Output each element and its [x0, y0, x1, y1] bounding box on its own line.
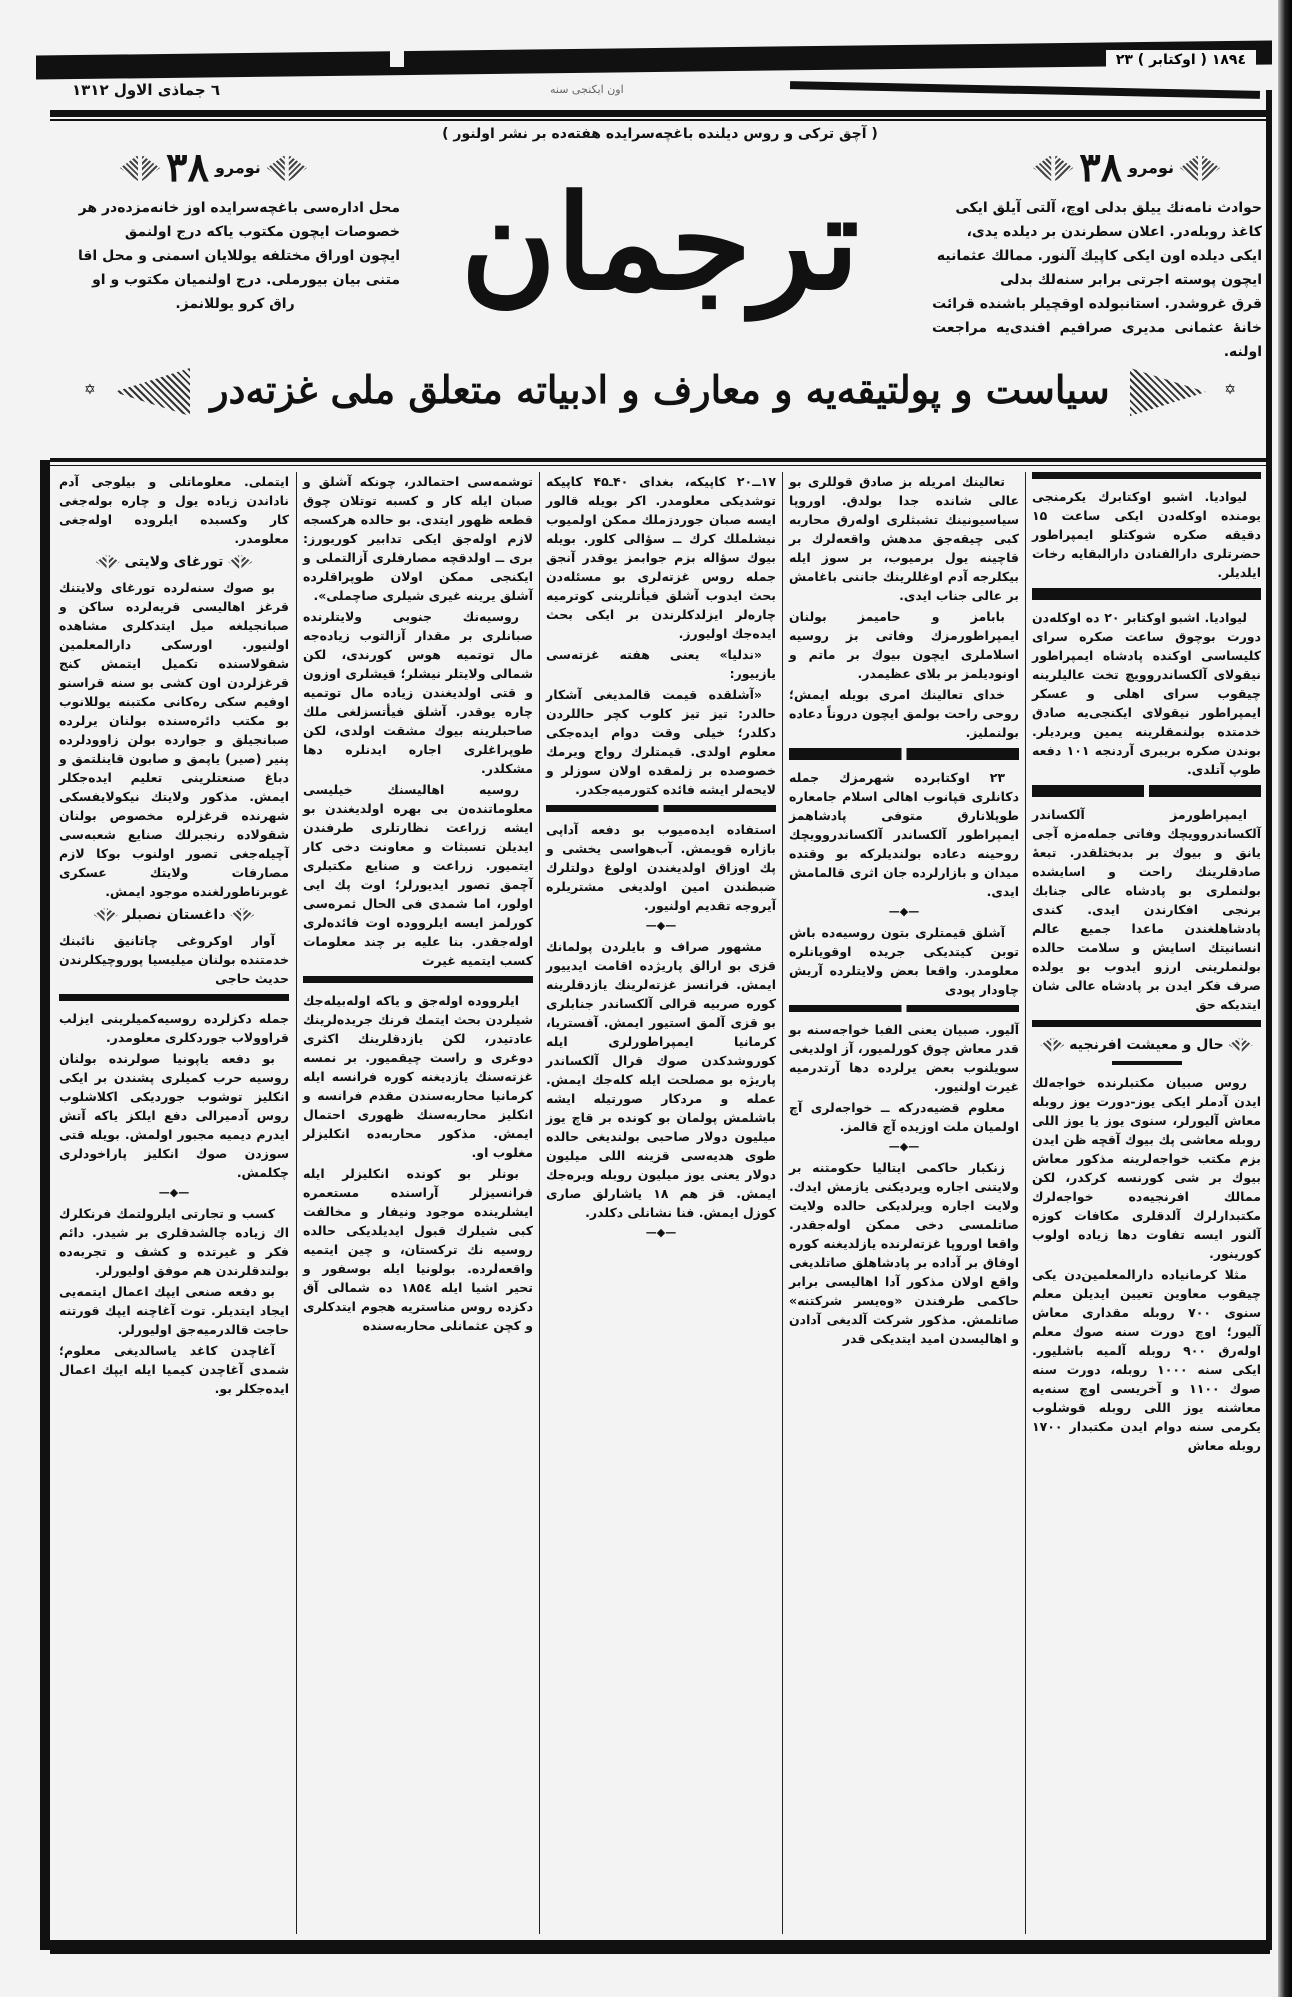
article-paragraph: زنکبار حاکمی ایتالیا حکومتنه بر ولایتنی اجاره ویردیکنی یازمش ایدك. ولایت اجاره ویرلدیکی حالده ولایت صاتلمسی دخی ممکن اوله‌جقدر. واقعا اوروپا غزته‌لرنده یازلدیغنه کوره اوفاق بر آداده بر پادشاهلق صاتلدیغی واقع اولان مذکور آدا اهالیسی برابر حاکمی طرفندن «وه‌یسر شرکتنه» صاتلمش. مذکور شرکت آلدیغی آدادن و اهالیسدن امید ایتدیکی قدر	[789, 1160, 1019, 1346]
diamond-divider-icon: —◆—	[888, 905, 920, 918]
notice-line: محل اداره‌سی باغچه‌سرایده اوز خانه‌مزده‌در هر	[78, 200, 400, 216]
section-title: حال و معیشت افرنجیه	[1069, 1037, 1224, 1053]
section-heading	[1032, 1035, 1261, 1055]
section-heading	[59, 905, 289, 925]
strip-gap	[390, 49, 404, 67]
article-paragraph: «آشلقده قیمت قالمدیغی آشکار حالدر: تیز تیز کلوب کچر حاللردن دکلدر؛ خیلی وقت دوام ایده‌جکی معلوم اولدی. قیمتلرك رواج ویرمك خصوصده بر زلمقده اولان سوزلر و لایحه‌لر ایشه فائده کتورمیه‌جکدر.	[546, 687, 776, 797]
column-bar	[1032, 785, 1261, 797]
column-bar	[789, 748, 1019, 760]
column-bar	[1032, 588, 1261, 600]
section-heading	[59, 552, 289, 572]
article-paragraph: ایلرووده اوله‌جق و یاکه اوله‌بیله‌جك شیلردن بحث ایتمك فرنك جریده‌لرینك عادتیدر، لکن یازدقلرینك اکثری دوغری و راست چیقمیور. بر نمسه غزته‌سنك یازدیغنه کوره فرانسه ایله کرمانیا محاربه‌سندن مقدم فرانسه و انکلیز محاربه‌سنك ظهوری احتمال ایمش. مذکور محاربه‌ده انکلیزلر مغلوب او.	[303, 993, 533, 1160]
masthead	[50, 122, 1270, 458]
article-paragraph: ۲۳ اوکتابرده شهرمزك جمله دکانلری قپانوب اهالی اسلام جامعاره طوپلانارق متوفی پادشاهمز ایمپراطور آلکساندر آلکساندروویچك روحینه دعاده بولندیلرکه بو وقتده میدان و بازارلرده جان اثری قالمامش ایدی.	[789, 770, 1019, 899]
column-rule	[539, 472, 540, 1934]
column-3	[298, 472, 538, 1337]
issue-number-right	[1033, 146, 1220, 190]
column-5	[784, 472, 1024, 1350]
tagline-ornament-left-icon	[80, 362, 190, 422]
article-paragraph: آوار اوکروغی چاتانیق نائبنك خدمتنده بولنان میلیسیا پوروچیکلرندن حدیث حاجی	[59, 933, 289, 986]
tagline-ornament-right-icon	[1130, 362, 1240, 422]
masthead-rule-thin	[50, 465, 1270, 466]
date-band	[50, 76, 1270, 106]
article-paragraph: ایتملی. معلوماتلی و بیلوجی آدم ناداندن زیاده یول و چاره بوله‌جغی کار وکسبده ایلروده اوله‌جغی معلومدر.	[59, 474, 289, 546]
diamond-divider-icon: —◆—	[645, 919, 677, 932]
column-bar	[1032, 1020, 1261, 1027]
office-notice	[70, 196, 400, 316]
tagline: سیاست و پولتیقه‌یه و معارف و ادبیاته متعلق ملی غزته‌در	[210, 367, 1110, 412]
scan-edge	[1278, 0, 1292, 1997]
ornament-icon	[1229, 1038, 1253, 1052]
top-black-strip	[36, 40, 1272, 79]
article-paragraph: روس صبیان مکتبلرنده خواجه‌لك ایدن آدملر ایکی یوز-دورت یوز روبله معاش آلیورلر، سنوی یوز یا یوز اللی روبله معاشی پك بیوك آقچه ظن ایدن بزم مکتب خواجه‌لرینه مذکور معاش بیوك بر شی کورنسه کرکدر، لکن ممالك افرنجیه‌ده خواجه‌لرك مکتبدارلرك آلدقلری مکافات کوزه آلنور ایسه تفاوت دها زیاده اولوب کورینور.	[1032, 1075, 1261, 1261]
newspaper-title: ترجمان	[460, 166, 860, 319]
column-bar	[1032, 472, 1261, 479]
ornament-icon	[94, 908, 118, 922]
date-band-rule	[790, 81, 1260, 99]
notice-line: قرق غروشدر. استانبولده اوقچیلر باشنده قرائت	[932, 296, 1262, 312]
ornament-icon	[1130, 368, 1206, 416]
diamond-divider-icon: —◆—	[158, 1186, 190, 1199]
notice-line: ایکی دیلده اون ایکی کاپیك آلنور. ممالك عثمانیه	[936, 248, 1262, 264]
column-bar	[303, 976, 533, 983]
notice-line: خانهٔ عثمانی مدیری صرافیم افندی‌یه مراجعت اولنه.	[932, 320, 1262, 360]
star-icon: ✡	[1224, 382, 1236, 398]
star-icon: ✡	[84, 382, 96, 398]
article-paragraph: «ندلیا» یعنی هفته غزته‌سی یازییور:	[546, 647, 776, 681]
ornament-icon	[228, 555, 252, 569]
header-rule	[50, 110, 1270, 117]
issue-number-left	[120, 146, 307, 190]
left-border	[40, 460, 50, 1950]
article-paragraph: خدای تعالینك امری بویله ایمش؛ روحی راحت بولمق ایچون دروناً دعاده بولنملیز.	[789, 687, 1019, 740]
article-paragraph: روسیه اهالیسنك خیلیسی معلوماتنده‌ن بی بهره اولدیغندن بو ایشه زراعت نظارتلری طرفندن ایدیلن تسبثات و معاونت دخی کار ایتمیور. زراعت و صنایع مکتبلری آچمق تصور ایدیورلر؛ اوت پك ایی اولور، اما شمدی فی الحال ثمره‌سی کورلمز ایسه ایلرووده اوت فائده‌لری اوله‌جقدر. بنا علیه بر چند معلومات کسب ایتمیه غیرت	[303, 782, 533, 968]
article-paragraph: تعالینك امریله بز صادق قوللری بو عالی شانده جدا بولدق. اوروپا سیاسیونینك تشبثلری اوله‌رق محاربه کبی چیقه‌جق مدهش واقعه‌لرك بر قاچینه یول برمیوب، بر سوز ایله بیکلرجه آدم اوغللرینك جاننی باغامش بر عالی جناب ایدی.	[789, 474, 1019, 603]
article-paragraph: بو دفعه صنعی ایپك اعمال ایتمه‌یی ایجاد ایتدیلر. توت آغاچنه ایپك قورتنه حاجت قالدرمیه‌جق اولیورلر.	[59, 1284, 289, 1337]
article-columns	[54, 472, 1266, 1934]
article-paragraph: کسب و تجارتی ایلرولتمك فرنکلرك اك زیاده چالشدقلری بر شیدر. دائم فکر و غیرتده و کشف و تجربه‌ده بولندقلرندن هم موفق اولیورلر.	[59, 1206, 289, 1278]
article-paragraph: استفاده ایده‌میوب بو دفعه آداپی بازاره قویمش. آب‌هواسی یخشی و پك اوزاق اولدیغندن اولوغ دولتلرك ضبطندن امین اولدیغی مشتریلره آیروجه تقدیم اولنیور.	[546, 822, 776, 913]
section-title: تورغای ولایتی	[124, 554, 224, 570]
masthead-rule	[50, 458, 1270, 462]
bottom-rule	[50, 1940, 1270, 1954]
issue-number: ۳۸	[1079, 144, 1123, 191]
ornament-icon	[1033, 155, 1073, 181]
article-paragraph: آلیور. صبیان یعنی الفبا خواجه‌سنه بو قدر معاش چوق کورلمیور، آز اولدیغی سویلنوب بعض یرلرده دها آرتدرمیه غیرت اولنیور.	[789, 1022, 1019, 1094]
article-paragraph: مثلا کرمانیاده دارالمعلمین‌دن یکی چیقوب معاوین تعیین ایدیلن معلم سنوی ۷۰۰ روبله مقداری معاش آلیور؛ اوچ دورت سنه صوك معلم اوله‌رق ۹۰۰ روبله آلمیه باشلیور. ایکی سنه ۱۰۰۰ روبله، دورت سنه صوك ۱۱۰۰ و آخریسی اوچ سنه‌یه معاشنه یوز اللی روبله قوشلوب یکرمی سنه دوام ایدن مکتبدار ۱۷۰۰ روبله معاش	[1032, 1267, 1262, 1453]
notice-line: متنی بیان بیورملی. درج اولنمیان مکتوب و او	[92, 272, 400, 288]
right-border	[1266, 90, 1272, 1950]
ornament-icon	[114, 368, 190, 416]
notice-line: حوادث نامه‌نك ییلق بدلی اوچ، آلتی آیلق ایکی	[955, 200, 1262, 216]
notice-line: خصوصات ایچون مکتوب یاکه درج اولنمق	[124, 224, 400, 240]
ornament-icon	[120, 155, 160, 181]
article-paragraph: مشهور صراف و بایلردن پولمانك قزی بو ارالق پاریژده اقامت ایدییور ایمش. فرانسز غزته‌لرینك یازدقلرینه کوره صربیه قرالی آلکساندر جنابلری بو قزی آلمق استیور ایمش. آفستریا، کرمانیا ایمپراطورلری ایله کوروشدکدن صوك قرال آلکساندر پاریژه بو مصلحت ایله کله‌جك ایمش. عمله و مردکار صورتیله ایشه باشلمش پولمان بو کونده بر قاچ یوز میلیون دولار صاحبی بولندیغی حالده طوی هدیه‌سی قزینه اللی میلیون دولار یعنی یوز میلیون روبله ویره‌جك ایمش. قز هم ۱۸ یاشارلق صاری کوزل ایمش. فنا نشانلی دکلدر.	[546, 939, 776, 1220]
column-6	[1027, 472, 1266, 1457]
issue-label: نومرو	[1128, 158, 1174, 177]
column-bar	[59, 994, 289, 1001]
article-paragraph: آشلق قیمتلری بتون روسیه‌ده باش توبن کیتدیکی جریده اوقویانلره معلومدر. واقعا بعض ولایتلرده آریش چاودار پودی	[789, 925, 1019, 997]
issue-label: نومرو	[214, 158, 261, 177]
diamond-divider-icon: —◆—	[645, 1226, 677, 1239]
article-paragraph: معلوم قضیه‌درکه ــ خواجه‌لری آچ اولمیان ملت اوزیده آچ قالمز.	[789, 1100, 1019, 1134]
article-paragraph: آغاچدن کاغد یاسالدیغی معلوم؛ شمدی آغاچدن کیمیا ایله ایپك اعمال ایده‌جکلر بو.	[59, 1343, 289, 1396]
article-paragraph: بونلر بو کونده انکلیزلر ایله فرانسیزلر آراسنده مستعمره ایشلرینده موجود ونیفار و مخالفت کبی شیلرك قبول ایدیلدیکی حالده روسیه نك ترکستان، و چین ایتمیه واقعه‌لرده. بولونیا ایله بوسفور و تحیر اشیا ایله ۱۸۵٤ ده شمالی آق دکزده روس مناستریه هجوم ایتدکلری و کچن عثمانلی محاربه‌سنده	[303, 1166, 533, 1333]
column-bar	[789, 1005, 1019, 1012]
notice-line: ایچون پوسته اجرتی برابر سنه‌لك بدلی	[999, 272, 1262, 288]
column-rule	[296, 472, 297, 1934]
hijri-date: ٦ جماذی الاول ۱۳۱۲	[72, 81, 221, 99]
article-paragraph: روسیه‌نك جنوبی ولایتلرنده صبانلری بر مقدار آزالتوب زیاده‌جه مال توتمیه هوس کورندی، لکن شمالی ولایتلر نیشلر؛ قیشلری اوزون و قتی اولدیغندن زیاده مال توتمیه چاره یوقدر. آشلق فیأتسزلغی ملك صاحبلرینه بیوك مشقت اولدی، لکن طوپراغلری اجاره ایدنلره دها مشکلدر.	[303, 609, 533, 776]
issue-number: ۳۸	[166, 144, 209, 191]
notice-line: کاغذ روبله‌در. اعلان سطرندن بر دیلده یدی،	[966, 224, 1262, 240]
article-paragraph: لیوادیا. اشبو اوکتابر ۲۰ ده اوکله‌دن دورت بوچوق ساعت صکره سرای کلیساسی اوکنده پادشاه ایمپراطور نیقولای آلکساندروویچ تخت عالیلرینه چیقوب سرای اهلی و عسکر ایمپراطور نیقولای ایکنجی‌یه صادق خدمتده بولنمقلرینه یمین ویردیلر. بوندن صکره بریبری آردنجه ۱۰۱ دفعه طوپ آتلدی.	[1032, 610, 1262, 777]
ornament-icon	[96, 555, 120, 569]
ornament-icon	[1040, 1038, 1064, 1052]
article-paragraph: توشمه‌سی احتمالدر، چونکه آشلق و صبان ایله کار و کسبه توتلان چوق قطعه ظهور ایتدی. بو حالده هرکسجه لازم اوله‌جق ایکی تدابیر کوریورز: بری ــ اولدقچه مصارفلری آزالتملی و ایکنجی ممکن اولان طوپراقلرده آشلق یرینه غیری شیلری صاچملی».	[303, 474, 533, 603]
masthead-subtitle: ( آچق ترکی و روس دیلنده باغچه‌سرایده هفته‌ده بر نشر اولنور )	[442, 126, 878, 142]
year-line: اون ایکنجی سنه	[550, 83, 624, 96]
subscription-notice	[932, 196, 1262, 364]
article-paragraph: بابامز و حامیمز بولنان ایمپراطورمزك وفاتی بز روسیه اسلاملری ایچون بیوك بر ماتم و اونودیلمز بر بلای عظیمدر.	[789, 609, 1019, 681]
article-paragraph: لیوادیا. اشبو اوکتابرك یکرمنجی یومنده اوکله‌دن ایکی ساعت ۱۵ دقیقه صکره شوکتلو ایمپراطور حضرتلری دارالفنادن دارالبقایه رخات ایلدیلر.	[1032, 489, 1261, 580]
column-2	[54, 472, 294, 1400]
ornament-icon	[230, 908, 254, 922]
column-bar	[546, 805, 776, 812]
column-rule	[782, 472, 783, 1934]
diamond-divider-icon: —◆—	[888, 1140, 920, 1153]
section-title: داغستان نصبلر	[122, 907, 226, 923]
article-paragraph: بو دفعه یاپونیا صولرنده بولنان روسیه حرب کمیلری پشندن بر ایکی انکلیز توشوب جوردیکی اکلاشلوب روس آدمیرالی دفع ایلکز یاکه آتش ایدرم دیمیه مجبور اولمش. بویله قتی سوزدن صوك انکلیز پاراخودلری چکلمش.	[59, 1051, 289, 1180]
ornament-icon	[1180, 155, 1220, 181]
notice-line: راق کرو یوللانمز.	[175, 296, 295, 312]
article-paragraph: ۱۷ــ۲۰ کاپیکه، بغدای ۴۰ـ۴۵ کاپیکه توشدیکی معلومدر. اکر بویله قالور ایسه صبان جوردزملك ممکن اولمیوب نیشلملك کرك ــ سؤالی کلور. بویله بیوك سؤاله بزم جوابمز یوقدر آنجق جمله روس غزته‌لری بو مسئله‌دن بحث ایدوب آشلق فیأتلرینی کوترمیه چاره‌لر ایزلدکلرندن بر ایکی بحث ایده‌جك اولیورز.	[546, 474, 776, 641]
article-paragraph: ایمپراطورمز آلکساندر آلکساندروویچك وفاتی جمله‌مزه آجی یانق و بیوك بر بدبختلقدر. تبعهٔ صادقلرینك راحت و اسایشده بولنملری بو پادشاه عالی جنابك برنجی افکارندن ایدی. کندی پادشاهلغندن ماعدا جمیع عالم انسانیتك اسایش و سلامت حالده بولنملرینی ارزو ایدوب بو یولده صرف فکر ایدن بر پادشاه عالی شان ایتدیکه حق	[1032, 807, 1261, 1012]
short-rule	[1112, 1061, 1182, 1065]
notice-line: ایچون اوراق مختلفه یوللایان اسمنی و محل اقا	[77, 248, 400, 264]
column-rule	[1025, 472, 1026, 1934]
article-paragraph: جمله دکزلرده روسیه‌کمیلرینی ایزلب قراوولاب جوردکلری معلومدر.	[59, 1011, 289, 1045]
gregorian-date: ۱۸۹٤ ( اوکتابر ) ۲۳	[1106, 50, 1256, 70]
header-rule-thin	[50, 119, 1270, 121]
article-paragraph: بو صوك سنه‌لرده تورغای ولایتنك قرغز اهالیسی قریه‌لرده ساکن و صبانجیلغه میل ایتدکلری مشاهده اولنیور. اورسکی دارالمعلمین شقولاسنده تکمیل ایتمش کنج قرغزلردن اون کشی بو سنه قراسنو اوفیم سکی ره‌کانی مکتبنه یوللانوب بو مکتب دائره‌سنده بولنان یرلرده صبانجیلق و جوارده بولن زاوودلرده پنیر (صیر) یاپمق و صابون قاینلتمق و دباغ صنعتلرینی تعلیم ایده‌جکلر ایمش. مذکور ولایتك نیکولایفسکی شهرنده قرغزلره مخصوص بولنان شقولاده رنجبرلك صنایع شعبه‌سی آچیله‌جغی تصور اولنوب بوکا لازم مصارفات ولایتك عسکری غوبرناطورلغنده موجود ایمش.	[59, 580, 289, 899]
column-4	[541, 472, 781, 1244]
ornament-icon	[267, 155, 307, 181]
